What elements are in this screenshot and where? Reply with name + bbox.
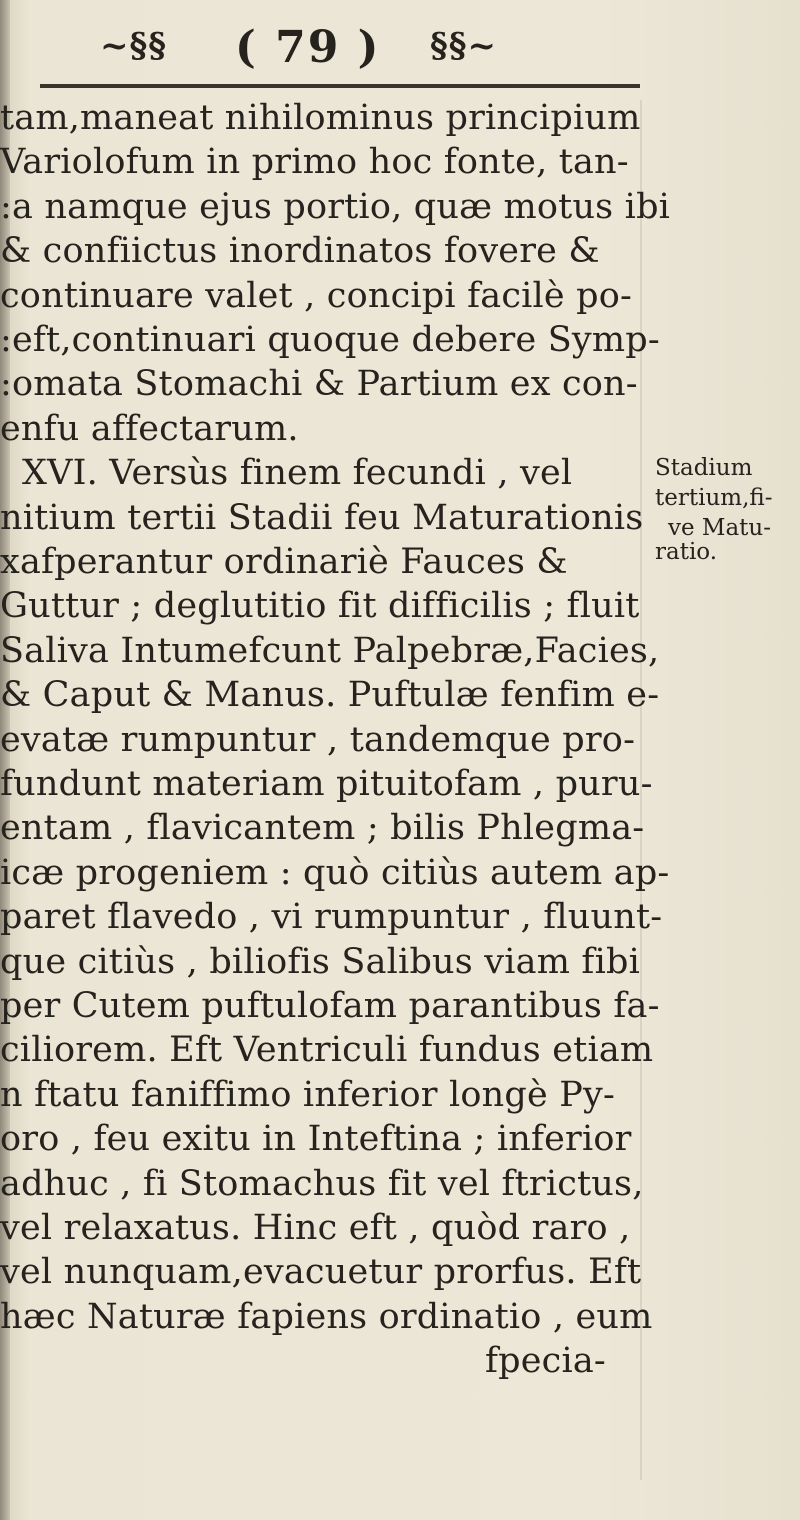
text-line: paret flavedo , vi rumpuntur , fluunt- xyxy=(0,897,663,937)
text-line: & confiictus inordinatos fovere & xyxy=(0,231,600,271)
text-line: xafperantur ordinariè Fauces & xyxy=(0,542,568,582)
text-line: tam,maneat nihilominus principium xyxy=(0,98,641,138)
header-rule xyxy=(40,84,640,88)
page-number: ( 79 ) xyxy=(235,22,381,73)
text-line: vel nunquam,evacuetur prorfus. Eft xyxy=(0,1252,642,1292)
text-line: fundunt materiam pituitofam , puru- xyxy=(0,764,653,804)
text-line: continuare valet , concipi facilè po- xyxy=(0,276,633,316)
text-line: :omata Stomachi & Partium ex con- xyxy=(0,364,638,404)
margin-note-line: ratio. xyxy=(655,539,718,565)
text-line: & Caput & Manus. Puftulæ fenfim e- xyxy=(0,675,660,715)
text-line: vel relaxatus. Hinc eft , quòd raro , xyxy=(0,1208,631,1248)
text-line: :a namque ejus portio, quæ motus ibi xyxy=(0,187,671,227)
text-line: evatæ rumpuntur , tandemque pro- xyxy=(0,720,636,760)
margin-note-line: Stadium xyxy=(655,455,753,481)
text-line-section-start: XVI. Versùs finem fecundi , vel xyxy=(22,453,573,493)
text-line: oro , feu exitu in Inteftina ; inferior xyxy=(0,1119,632,1159)
catchword: fpecia- xyxy=(485,1341,606,1381)
text-line: icæ progeniem : quò citiùs autem ap- xyxy=(0,853,670,893)
header-ornament-left: ~§§ xyxy=(100,26,168,66)
text-line: Variolofum in primo hoc fonte, tan- xyxy=(0,142,629,182)
text-line: Guttur ; deglutitio fit difficilis ; fluit xyxy=(0,586,640,626)
text-line: hæc Naturæ fapiens ordinatio , eum xyxy=(0,1297,653,1337)
text-line: Saliva Intumefcunt Palpebræ,Facies, xyxy=(0,631,660,671)
text-line: enfu affectarum. xyxy=(0,409,299,449)
text-line: per Cutem puftulofam parantibus fa- xyxy=(0,986,660,1026)
margin-note-line: ve Matu- xyxy=(668,515,772,541)
text-line: ciliorem. Eft Ventriculi fundus etiam xyxy=(0,1030,654,1070)
text-line: que citiùs , biliofis Salibus viam fibi xyxy=(0,942,640,982)
text-line: adhuc , fi Stomachus fit vel ftrictus, xyxy=(0,1164,644,1204)
header-ornament-right: §§~ xyxy=(430,26,498,66)
margin-note-line: tertium,fi- xyxy=(655,485,773,511)
text-line: n ftatu faniffimo inferior longè Py- xyxy=(0,1075,615,1115)
text-line: nitium tertii Stadii feu Maturationis xyxy=(0,498,644,538)
page-header xyxy=(40,0,640,94)
text-line: entam , flavicantem ; bilis Phlegma- xyxy=(0,808,645,848)
text-line: :eft,continuari quoque debere Symp- xyxy=(0,320,660,360)
